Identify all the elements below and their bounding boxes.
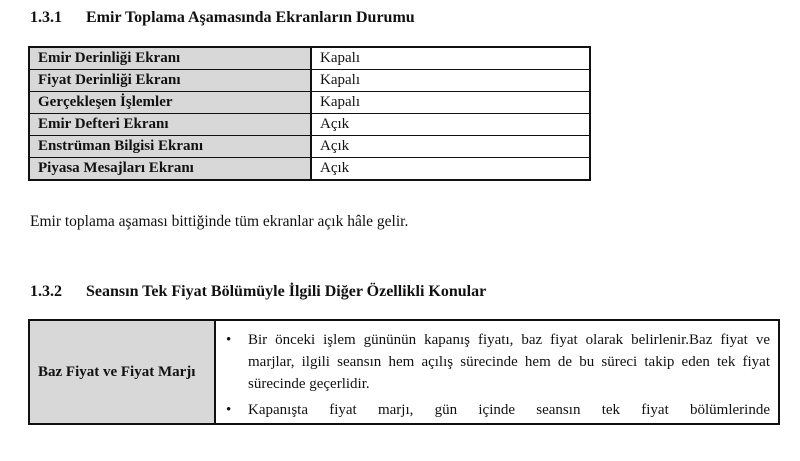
base-price-table bbox=[28, 319, 780, 425]
list-item bbox=[222, 399, 770, 421]
table-row bbox=[29, 158, 590, 181]
screen-status-cell: Kapalı bbox=[311, 70, 590, 92]
table-row bbox=[29, 114, 590, 136]
screen-status-cell: Açık bbox=[311, 136, 590, 158]
section-number: 1.3.1 bbox=[30, 9, 62, 26]
screen-name-cell: Piyasa Mesajları Ekranı bbox=[29, 158, 311, 181]
screen-status-cell: Kapalı bbox=[311, 92, 590, 114]
table-row bbox=[29, 70, 590, 92]
list-item-text: Bir önceki işlem gününün kapanış fiyatı, baz fiyat olarak belirlenir.Baz fiyat ve marjlar, ilgili seansın hem açılış sürecinde hem de bu süreci takip eden tek fiyat sürecinde geçerlidir. bbox=[248, 332, 770, 392]
list-item-text: Kapanışta fiyat marjı, gün içinde seansın tek fiyat bölümlerinde bbox=[248, 402, 770, 418]
screen-status-cell: Açık bbox=[311, 114, 590, 136]
section-heading-1-3-2 bbox=[30, 283, 486, 301]
list-item bbox=[222, 329, 770, 395]
table-row bbox=[29, 47, 590, 70]
section-heading-1-3-1 bbox=[30, 9, 415, 27]
screen-name-cell: Enstrüman Bilgisi Ekranı bbox=[29, 136, 311, 158]
row-header-cell: Baz Fiyat ve Fiyat Marjı bbox=[29, 320, 215, 424]
screen-status-cell: Kapalı bbox=[311, 47, 590, 70]
bullet-list-cell bbox=[215, 320, 779, 424]
section-title: Emir Toplama Aşamasında Ekranların Durumu bbox=[86, 9, 415, 26]
bullet-icon: • bbox=[226, 332, 232, 348]
screen-status-table bbox=[28, 46, 591, 181]
bullet-icon: • bbox=[226, 402, 232, 418]
table-row bbox=[29, 92, 590, 114]
screen-name-cell: Emir Derinliği Ekranı bbox=[29, 47, 311, 70]
screen-name-cell: Fiyat Derinliği Ekranı bbox=[29, 70, 311, 92]
screen-status-cell: Açık bbox=[311, 158, 590, 181]
table-row bbox=[29, 320, 779, 424]
bullet-list bbox=[222, 329, 770, 421]
table-row bbox=[29, 136, 590, 158]
body-paragraph: Emir toplama aşaması bittiğinde tüm ekranlar açık hâle gelir. bbox=[30, 213, 409, 230]
screen-name-cell: Emir Defteri Ekranı bbox=[29, 114, 311, 136]
section-title: Seansın Tek Fiyat Bölümüyle İlgili Diğer Özellikli Konular bbox=[86, 283, 487, 300]
section-number: 1.3.2 bbox=[30, 283, 62, 300]
screen-name-cell: Gerçekleşen İşlemler bbox=[29, 92, 311, 114]
